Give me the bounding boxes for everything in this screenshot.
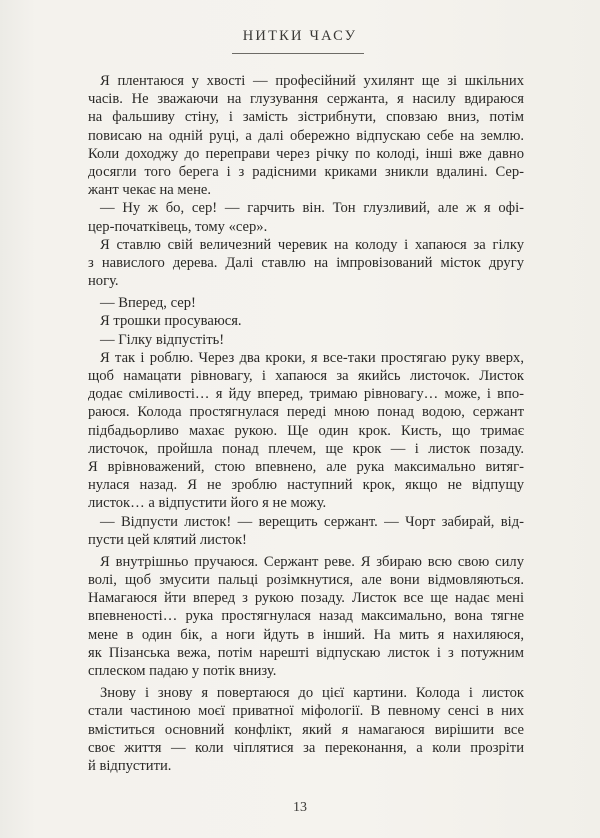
- page-number: 13: [293, 800, 307, 815]
- paragraph: [88, 513, 524, 549]
- text-line: Коли доходжу до переправи через річку по колоді, інші вже давно: [88, 145, 524, 162]
- header-rule: [232, 53, 364, 54]
- paragraph: [88, 236, 524, 291]
- text-line: — Вперед, сер!: [100, 295, 196, 312]
- text-line: пусти цей клятий листок!: [88, 531, 247, 548]
- text-line: впевненості… рука простягнулася назад максимально, вона тягне: [88, 608, 524, 625]
- text-line: Я трошки просуваюся.: [100, 313, 242, 330]
- text-line: мене в один бік, а ноги йдуть в інший. На мить я нахиляюся,: [88, 626, 524, 643]
- text-line: своє життя — коли чіплятися за переконання, а коли прозріти: [88, 739, 524, 756]
- text-line: підбадьорливо махає рукою. Ще один крок. Кисть, що тримає: [88, 422, 524, 439]
- text-line: ногу.: [88, 273, 119, 290]
- text-line: Я так і роблю. Через два кроки, я все-таки простягаю руку вверх,: [100, 349, 524, 366]
- paragraph: [88, 199, 524, 235]
- text-line: досягли того берега і з радісними криками зникли вдалині. Сер-: [88, 163, 524, 180]
- text-line: стали частиною моєї приватної міфології. В певному сенсі в них: [88, 703, 524, 720]
- text-line: — Ну ж бо, сер! — гарчить він. Тон глузливий, але ж я офі-: [100, 200, 524, 217]
- text-line: — Відпусти листок! — верещить сержант. — Чорт забирай, від-: [100, 513, 524, 530]
- paragraph: [88, 72, 524, 199]
- paragraph: [88, 684, 524, 775]
- text-line: — Гілку відпустіть!: [100, 331, 225, 348]
- text-line: на фальшиву стіну, і замість зістрибнути, сповзаю вниз, потім: [88, 109, 524, 126]
- running-head: НИТКИ ЧАСУ: [242, 28, 358, 44]
- text-line: Я плентаюся у хвості — професійний ухилянт ще зі шкільних: [100, 73, 524, 89]
- text-line: нулася назад. Я не зроблю наступний крок, якщо не відпущу: [88, 477, 524, 494]
- paragraph: [88, 349, 524, 513]
- body-text: [88, 72, 524, 775]
- text-line: й відпустити.: [88, 757, 172, 774]
- text-line: як Пізанська вежа, потім нарешті відпускаю листок і з потужним: [88, 644, 524, 661]
- text-line: Намагаюся йти вперед з рукою позаду. Листок все ще надає мені: [88, 590, 524, 607]
- text-line: з навислого дерева. Далі ставлю на імпровізований місток другу: [88, 254, 524, 271]
- paragraph: [88, 294, 524, 312]
- text-line: Я внутрішньо пручаюся. Сержант реве. Я збираю всю свою силу: [100, 553, 524, 570]
- text-line: сплеском падаю у потік внизу.: [88, 663, 277, 679]
- text-line: додає сміливості… я йду вперед, тримаю рівновагу… може, і впо-: [88, 386, 524, 403]
- text-line: жант чекає на мене.: [88, 182, 212, 199]
- text-line: Знову і знову я повертаюся до цієї картини. Колода і листок: [100, 685, 524, 702]
- paragraph: [88, 553, 524, 680]
- text-line: листок… а відпустити його я не можу.: [88, 495, 327, 512]
- text-line: щоб намацати рівновагу, і хапаюся за якийсь листочок. Листок: [88, 368, 524, 384]
- paragraph: [88, 312, 524, 330]
- paragraph: [88, 331, 524, 349]
- text-line: Я ставлю свій величезний черевик на колоду і хапаюся за гілку: [100, 236, 524, 253]
- text-line: повисаю на одній руці, а далі обережно відпускаю себе на землю.: [88, 127, 524, 144]
- text-line: раюся. Колода простягнулася переді мною понад водою, сержант: [88, 404, 524, 421]
- text-line: вміститься основний конфлікт, який я намагаюся вирішити все: [88, 721, 524, 738]
- text-line: цер-початківець, тому «сер».: [88, 218, 268, 235]
- text-line: часів. Не зважаючи на глузування сержанта, я насилу вдираюся: [88, 91, 524, 108]
- text-line: Я врівноважений, стою впевнено, але рука максимально витяг-: [88, 458, 524, 475]
- text-line: листочок, пройшла понад плечем, ще крок — і листок позаду.: [88, 440, 524, 457]
- text-line: волі, щоб змусити пальці розімкнутися, але вони відмовляються.: [88, 572, 524, 589]
